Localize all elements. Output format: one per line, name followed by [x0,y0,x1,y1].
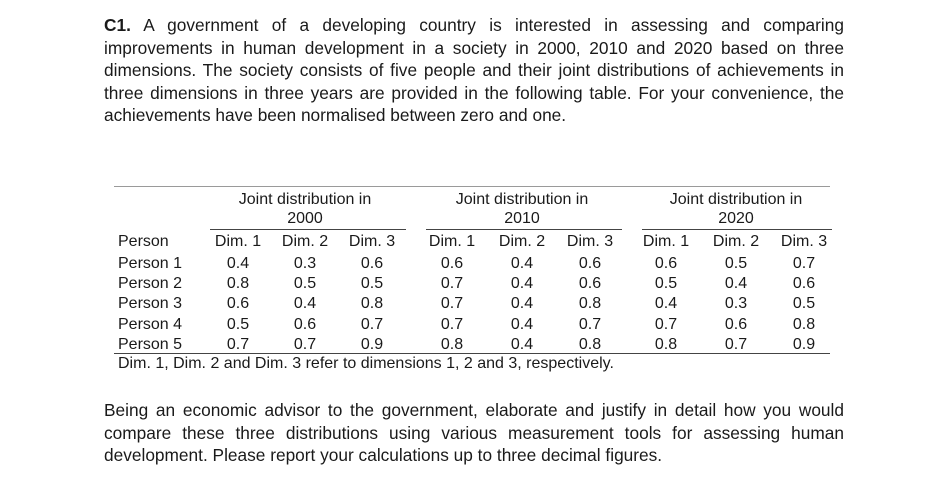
table-cell: 0.7 [792,255,816,272]
table-cell: 0.8 [440,336,464,353]
table-cell: 0.7 [578,316,602,333]
table-cell: 0.9 [360,336,384,353]
dim-header: Dim. 3 [348,233,396,250]
table-cell: 0.7 [724,336,748,353]
dim-header: Dim. 1 [428,233,476,250]
table-cell: 0.6 [724,316,748,333]
question-intro [104,14,844,127]
table-cell: 0.5 [293,275,317,292]
table-bottom-rule [114,353,830,354]
table-cell: 0.5 [226,316,250,333]
table-cell: 0.6 [293,316,317,333]
table-footnote: Dim. 1, Dim. 2 and Dim. 3 refer to dimensions 1, 2 and 3, respectively. [118,355,614,372]
dim-header: Dim. 1 [214,233,262,250]
table-cell: 0.7 [226,336,250,353]
group-title: Joint distribution in [238,191,372,208]
table-cell: 0.3 [724,295,748,312]
group-underline-2010 [426,229,622,230]
table-cell: 0.8 [654,336,678,353]
table-cell: 0.8 [578,295,602,312]
group-header-2010 [456,190,589,228]
table-cell: 0.6 [440,255,464,272]
table-cell: 0.5 [792,295,816,312]
table-cell: 0.6 [226,295,250,312]
group-year: 2020 [718,210,754,227]
group-underline-2000 [210,229,406,230]
table-cell: 0.4 [654,295,678,312]
dim-header: Dim. 2 [281,233,329,250]
group-underline-2020 [642,229,832,230]
table-cell: 0.6 [578,255,602,272]
table-cell: 0.5 [360,275,384,292]
table-cell: 0.4 [724,275,748,292]
dim-header: Dim. 2 [712,233,760,250]
question-intro-text: A government of a developing country is interested in assessing and comparing improvements in human development in a society in 2000, 2010 and 2020 based on three dimensions. The society consists of five people and their joint distributions of achievements in three dimensions in three years are provided in the following table. For your convenience, the achievements have been normalised between zero and one. [104,15,844,125]
dim-header: Dim. 3 [566,233,614,250]
row-person-label: Person 1 [118,255,183,272]
table-cell: 0.4 [510,295,534,312]
table-cell: 0.8 [792,316,816,333]
table-cell: 0.5 [654,275,678,292]
table-cell: 0.6 [792,275,816,292]
table-cell: 0.3 [293,255,317,272]
table-cell: 0.6 [360,255,384,272]
row-person-label: Person 5 [118,336,183,353]
table-cell: 0.8 [226,275,250,292]
table-cell: 0.7 [360,316,384,333]
table-cell: 0.7 [440,316,464,333]
table-cell: 0.4 [510,255,534,272]
table-cell: 0.7 [440,295,464,312]
table-cell: 0.7 [654,316,678,333]
table-cell: 0.4 [510,275,534,292]
table-cell: 0.5 [724,255,748,272]
table-cell: 0.4 [226,255,250,272]
group-title: Joint distribution in [455,191,589,208]
table-cell: 0.8 [578,336,602,353]
person-column-header: Person [118,233,169,250]
dim-header: Dim. 1 [642,233,690,250]
table-cell: 0.7 [293,336,317,353]
group-header-2000 [239,190,372,228]
group-title: Joint distribution in [669,191,803,208]
table-cell: 0.4 [510,316,534,333]
group-year: 2000 [287,210,323,227]
table-cell: 0.6 [578,275,602,292]
question-task: Being an economic advisor to the government, elaborate and justify in detail how you would compare these three distributions using various measurement tools for assessing human development. Please report your calculations up to three decimal figures. [104,400,844,465]
row-person-label: Person 3 [118,295,183,312]
table-cell: 0.8 [360,295,384,312]
row-person-label: Person 4 [118,316,183,333]
table-cell: 0.9 [792,336,816,353]
group-header-2020 [670,190,803,228]
question-number: C1. [104,15,131,35]
table-top-rule [114,186,830,187]
table-cell: 0.4 [510,336,534,353]
table-cell: 0.7 [440,275,464,292]
table-cell: 0.6 [654,255,678,272]
dim-header: Dim. 2 [498,233,546,250]
dim-header: Dim. 3 [780,233,828,250]
row-person-label: Person 2 [118,275,183,292]
table-cell: 0.4 [293,295,317,312]
group-year: 2010 [504,210,540,227]
